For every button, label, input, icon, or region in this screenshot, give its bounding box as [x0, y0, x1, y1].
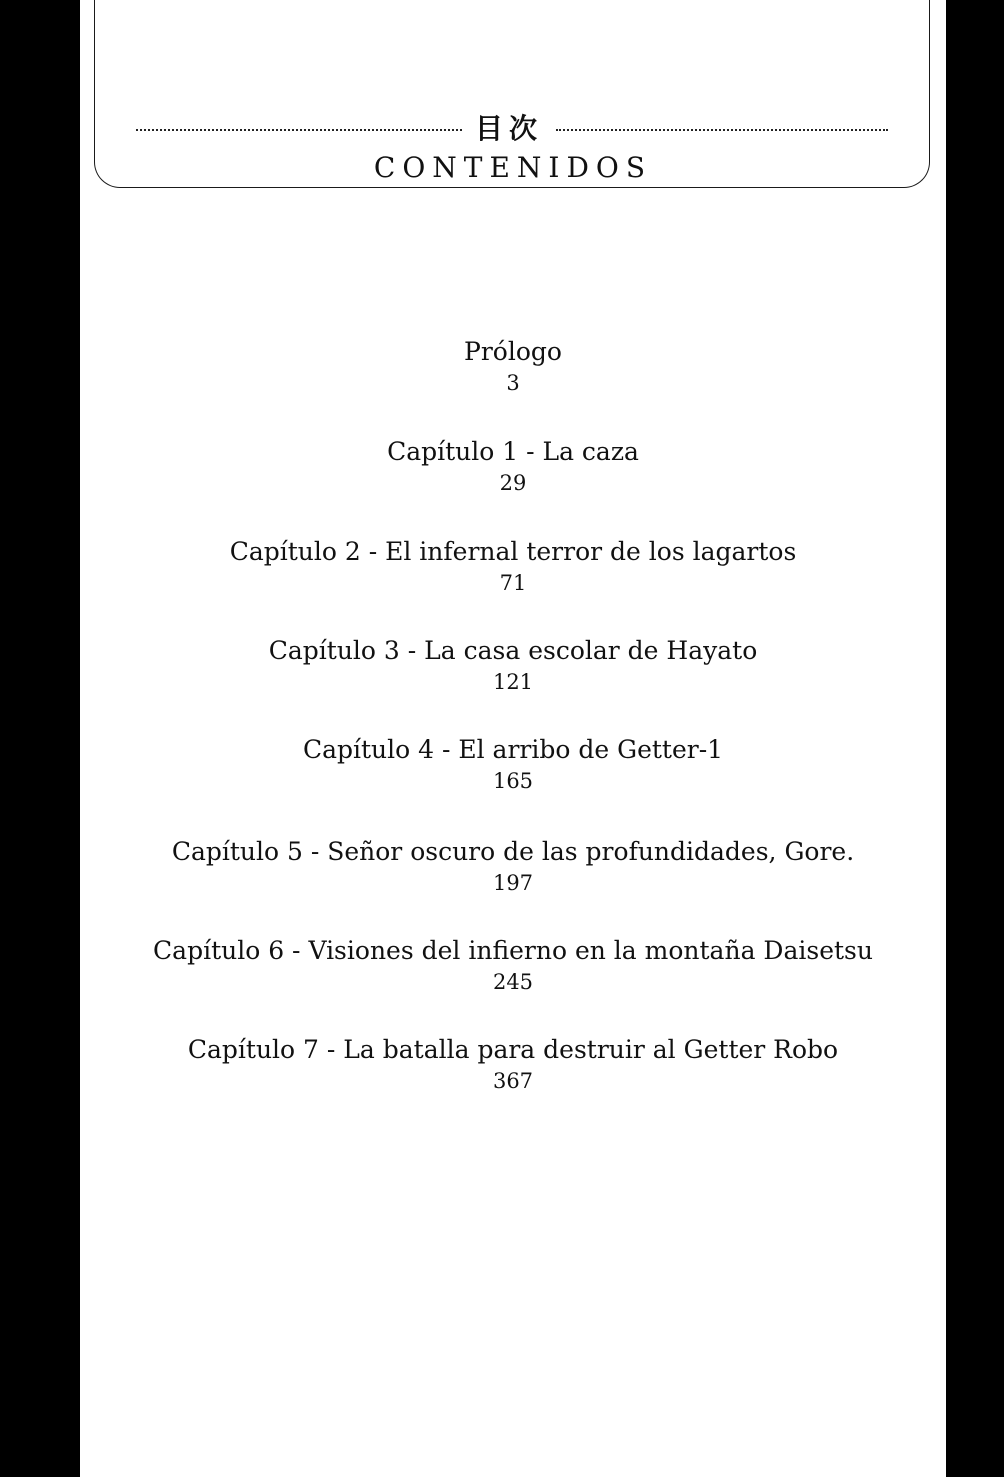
toc-entry-chapter-2[interactable]	[80, 536, 946, 598]
toc-entry-title: Capítulo 5 - Señor oscuro de las profundidades, Gore.	[171, 837, 855, 866]
page-title: CONTENIDOS	[373, 151, 653, 184]
toc-entry-page: 121	[492, 670, 534, 694]
toc-entry-page: 197	[492, 871, 534, 895]
toc-entry-chapter-4[interactable]	[80, 734, 946, 796]
toc-entry-title: Capítulo 6 - Visiones del infierno en la montaña Daisetsu	[153, 936, 873, 965]
toc-entry-chapter-5[interactable]	[80, 836, 946, 898]
toc-entry-page: 71	[499, 571, 527, 595]
toc-entry-title: Capítulo 7 - La batalla para destruir al Getter Robo	[187, 1035, 839, 1064]
toc-entry-title: Capítulo 3 - La casa escolar de Hayato	[268, 636, 758, 665]
toc-entry-title: Capítulo 2 - El infernal terror de los lagartos	[229, 537, 797, 566]
toc-entry-title: Capítulo 1 - La caza	[387, 437, 639, 466]
toc-entry-page: 29	[499, 471, 527, 495]
toc-entry-chapter-3[interactable]	[80, 635, 946, 697]
toc-entry-page: 367	[492, 1069, 534, 1093]
toc-entry-chapter-7[interactable]	[80, 1034, 946, 1096]
toc-entry-page: 245	[492, 970, 534, 994]
toc-entry-chapter-1[interactable]	[80, 436, 946, 498]
toc-entry-page: 165	[492, 769, 534, 793]
toc-entry-prologue[interactable]	[80, 336, 946, 398]
dotted-rule-right	[556, 129, 888, 131]
dotted-rule-left	[136, 129, 462, 131]
toc-entry-chapter-6[interactable]	[80, 935, 946, 997]
toc-entry-page: 3	[506, 371, 520, 395]
kanji-heading: 目次	[474, 112, 543, 145]
toc-entry-title: Prólogo	[464, 337, 562, 366]
toc-entry-title: Capítulo 4 - El arribo de Getter-1	[302, 735, 724, 764]
